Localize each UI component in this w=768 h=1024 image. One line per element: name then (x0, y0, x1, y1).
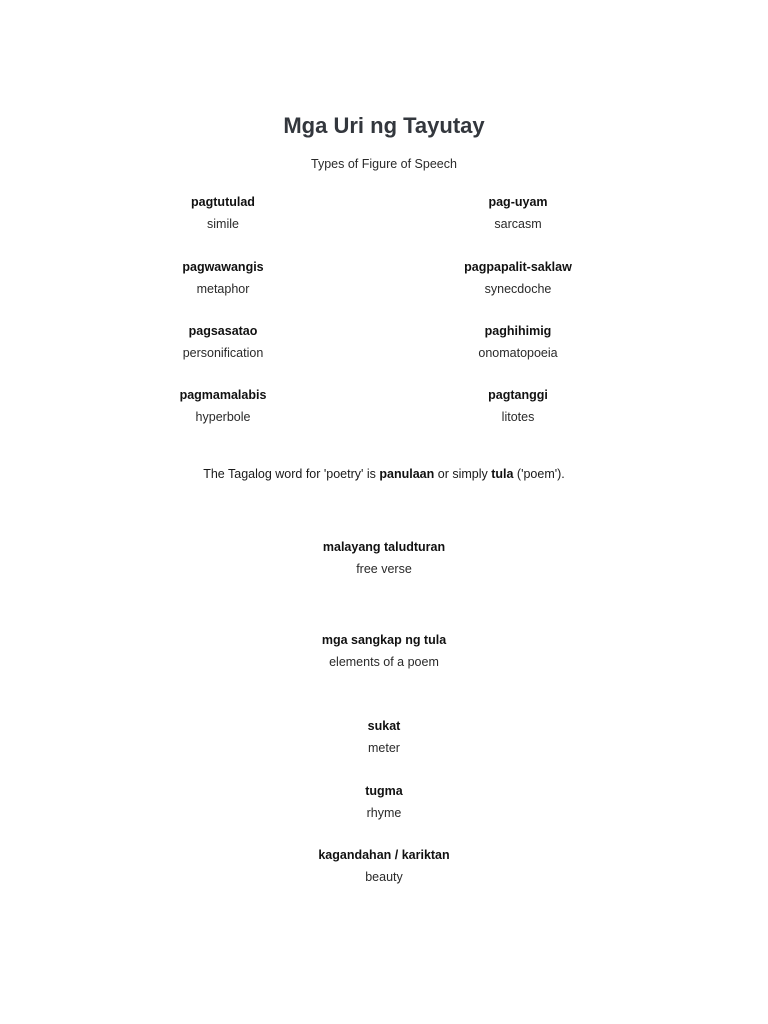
figure-gloss: litotes (501, 410, 535, 424)
figure-term: pagwawangis (182, 260, 264, 274)
poetry-term: mga sangkap ng tula (321, 633, 447, 647)
poetry-term-item (254, 629, 514, 673)
figure-gloss: hyperbole (195, 410, 251, 424)
figure-gloss: simile (207, 217, 239, 231)
figure-term: pag-uyam (488, 195, 548, 209)
page-subtitle: Types of Figure of Speech (311, 157, 457, 171)
poetry-gloss: elements of a poem (329, 655, 439, 669)
poetry-term-item (254, 715, 514, 759)
poetry-term-item (254, 536, 514, 580)
note-middle: or simply (434, 467, 492, 481)
figure-term: pagtutulad (191, 195, 255, 209)
note-prefix: The Tagalog word for 'poetry' is (203, 467, 380, 481)
figure-gloss: personification (182, 346, 264, 360)
poetry-term: malayang taludturan (322, 540, 446, 554)
poetry-gloss: beauty (365, 870, 403, 884)
poetry-gloss: free verse (356, 562, 412, 576)
figure-item (93, 320, 353, 364)
figure-item (93, 384, 353, 428)
figure-item (388, 191, 648, 235)
figure-gloss: onomatopoeia (478, 346, 558, 360)
figure-term: pagmamalabis (179, 388, 267, 402)
poetry-term-item (254, 844, 514, 888)
poetry-term-item (254, 780, 514, 824)
figure-item (388, 256, 648, 300)
figure-term: pagtanggi (488, 388, 548, 402)
poetry-term: tugma (365, 784, 403, 798)
figure-term: paghihimig (484, 324, 552, 338)
figure-gloss: sarcasm (494, 217, 542, 231)
note-word-panulaan: panulaan (379, 467, 435, 481)
poetry-term: kagandahan / kariktan (318, 848, 450, 862)
figure-term: pagsasatao (188, 324, 258, 338)
figure-item (388, 384, 648, 428)
page-title: Mga Uri ng Tayutay (283, 113, 485, 138)
figure-item (388, 320, 648, 364)
figure-gloss: metaphor (196, 282, 250, 296)
poetry-note (0, 465, 768, 483)
note-word-tula: tula (491, 467, 514, 481)
note-suffix: ('poem'). (513, 467, 565, 481)
figure-gloss: synecdoche (484, 282, 552, 296)
poetry-gloss: rhyme (366, 806, 402, 820)
figure-item (93, 191, 353, 235)
poetry-term: sukat (367, 719, 401, 733)
poetry-gloss: meter (368, 741, 400, 755)
figure-item (93, 256, 353, 300)
figure-term: pagpapalit-saklaw (464, 260, 572, 274)
